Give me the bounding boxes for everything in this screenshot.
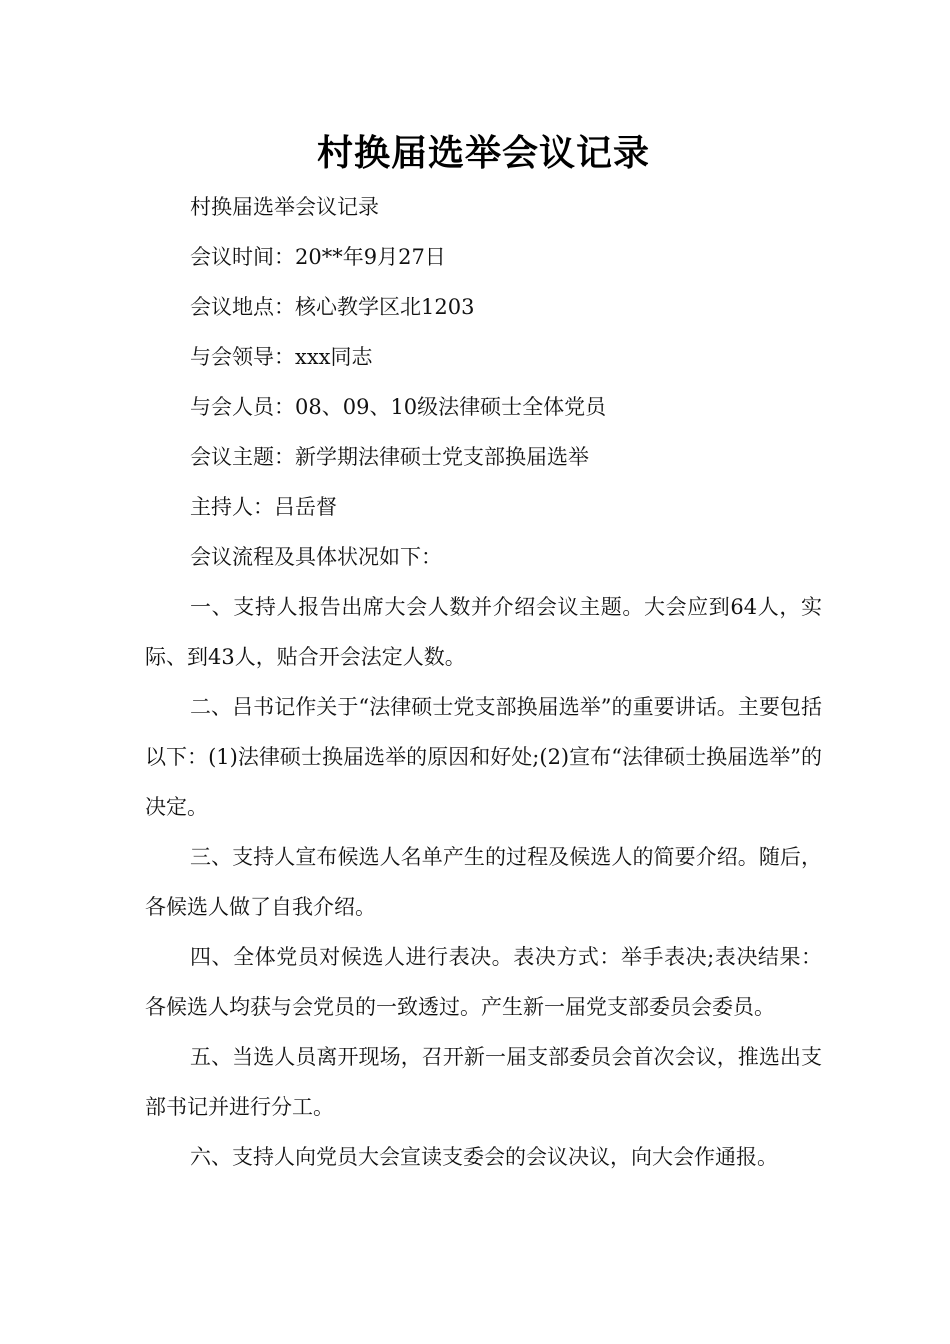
process-intro: 会议流程及具体状况如下： <box>190 545 442 569</box>
process-step-5: 五、当选人员离开现场，召开新一届支部委员会首次会议，推选出支部书记并进行分工。 <box>145 1045 822 1119</box>
process-step-2: 二、吕书记作关于“法律硕士党支部换届选举”的重要讲话。主要包括以下：(1)法律硕士换届选举的原因和好处;(2)宣布“法律硕士换届选举”的决定。 <box>145 695 822 819</box>
meeting-host: 主持人：吕岳督 <box>190 495 337 519</box>
meeting-location: 会议地点：核心教学区北1203 <box>190 295 475 319</box>
meeting-attendees: 与会人员：08、09、10级法律硕士全体党员 <box>190 395 607 419</box>
process-step-1: 一、支持人报告出席大会人数并介绍会议主题。大会应到64人，实际、到43人，贴合开会法定人数。 <box>145 595 822 669</box>
document-title: 村换届选举会议记录 <box>316 133 650 174</box>
subtitle-line: 村换届选举会议记录 <box>190 195 379 219</box>
meeting-topic: 会议主题：新学期法律硕士党支部换届选举 <box>190 445 589 469</box>
meeting-leaders: 与会领导：xxx同志 <box>190 345 373 369</box>
meeting-time: 会议时间：20**年9月27日 <box>190 245 446 269</box>
document-body <box>145 182 822 1182</box>
process-step-3: 三、支持人宣布候选人名单产生的过程及候选人的简要介绍。随后，各候选人做了自我介绍。 <box>145 845 822 919</box>
process-step-6: 六、支持人向党员大会宣读支委会的会议决议，向大会作通报。 <box>190 1145 778 1169</box>
process-step-4: 四、全体党员对候选人进行表决。表决方式：举手表决;表决结果：各候选人均获与会党员的一致透过。产生新一届党支部委员会委员。 <box>145 945 822 1019</box>
